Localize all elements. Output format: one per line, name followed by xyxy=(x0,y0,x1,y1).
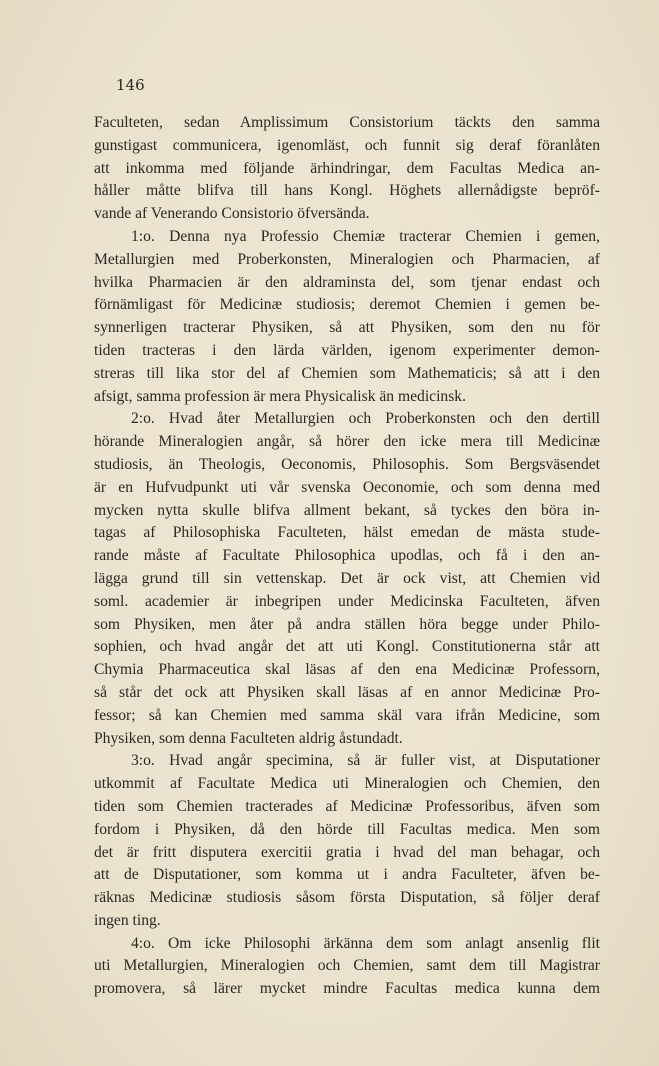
text-line: förnämligast för Medicinæ studiosis; deremot Chemien i gemen be- xyxy=(94,296,600,314)
text-line: lägga grund till sin vettenskap. Det är ock vist, att Chemien vid xyxy=(94,569,600,587)
text-line: att inkomma med följande ärhindringar, dem Facultas Medica an- xyxy=(94,159,600,177)
text-line: Faculteten, sedan Amplissimum Consistorium täckts den samma xyxy=(94,114,600,131)
text-line: utkommit af Facultate Medica uti Mineralogien och Chemien, den xyxy=(94,775,600,793)
paragraph-point-1 xyxy=(94,226,600,408)
text-line: 1:o. Denna nya Professio Chemiæ tracterar Chemien i gemen, xyxy=(131,227,600,245)
text-line: uti Metallurgien, Mineralogien och Chemien, samt dem till Magistrar xyxy=(94,957,600,975)
paragraph-intro xyxy=(94,112,600,226)
paragraph-point-3 xyxy=(94,750,600,932)
text-line: det är fritt disputera exercitii gratia i hvad del man behagar, och xyxy=(94,843,600,861)
paragraph-point-4 xyxy=(94,933,600,1001)
text-line: som Physiken, men åter på andra ställen höra begge under Philo- xyxy=(94,615,600,633)
text-line: tiden tracteras i den lärda världen, igenom experimenter demon- xyxy=(94,341,600,359)
text-line: fordom i Physiken, då den hörde till Facultas medica. Men som xyxy=(94,820,600,838)
text-line: 3:o. Hvad angår specimina, så är fuller vist, at Disputationer xyxy=(131,752,600,770)
text-line: Physiken, som denna Faculteten aldrig åstundadt. xyxy=(94,729,403,747)
text-line: fessor; så kan Chemien med samma skäl vara ifrån Medicine, som xyxy=(94,706,600,724)
text-line: Metallurgien med Proberkonsten, Mineralogien och Pharmacien, af xyxy=(94,250,600,268)
text-line: tagas af Philosophiska Faculteten, hälst emedan de mästa stude- xyxy=(94,524,600,542)
text-line: hörande Mineralogien angår, så hörer den icke mera till Medicinæ xyxy=(94,433,600,451)
text-line: studiosis, än Theologis, Oeconomis, Philosophis. Som Bergsväsendet xyxy=(94,455,600,473)
page-number: 146 xyxy=(116,76,145,94)
text-line: vande af Venerando Consistorio öfversända. xyxy=(94,205,370,223)
text-line: gunstigast communicera, igenomläst, och funnit sig deraf föranlåten xyxy=(94,136,600,154)
text-line: streras till lika stor del af Chemien som Mathematicis; så att i den xyxy=(94,364,600,382)
text-line: hvilka Pharmacien är den aldraminsta del, som tjenar endast och xyxy=(94,273,600,291)
text-line: Chymia Pharmaceutica skal läsas af den ena Medicinæ Professorn, xyxy=(94,661,600,679)
text-line: sophien, och hvad angår det att uti Kongl. Constitutionerna står att xyxy=(94,638,600,656)
text-line: är en Hufvudpunkt uti vår svenska Oeconomie, och som denna med xyxy=(94,478,600,496)
text-line: synnerligen tracterar Physiken, så att Physiken, som den nu för xyxy=(94,319,600,337)
text-line: att de Disputationer, som komma ut i andra Faculteter, äfven be- xyxy=(94,866,600,884)
text-line: 4:o. Om icke Philosophi ärkänna dem som anlagt ansenlig flit xyxy=(131,934,600,952)
body-text xyxy=(94,112,600,1001)
text-line: promovera, så lärer mycket mindre Facultas medica kunna dem xyxy=(94,980,600,998)
text-line: håller måtte blifva till hans Kongl. Höghets allernådigste bepröf- xyxy=(94,182,600,200)
text-line: så står det ock att Physiken skall läsas af en annor Medicinæ Pro- xyxy=(94,683,600,701)
paragraph-point-2 xyxy=(94,408,600,750)
text-line: 2:o. Hvad åter Metallurgien och Proberkonsten och den dertill xyxy=(131,410,600,428)
text-line: soml. academier är inbegripen under Medicinska Faculteten, äfven xyxy=(94,592,600,610)
text-line: rande måste af Facultate Philosophica upodlas, och få i den an- xyxy=(94,547,600,565)
text-line: räknas Medicinæ studiosis såsom första Disputation, så följer deraf xyxy=(94,889,600,907)
text-line: tiden som Chemien tracterades af Medicinæ Professoribus, äfven som xyxy=(94,797,600,815)
text-line: mycken nytta skulle blifva allment bekant, så tyckes den böra in- xyxy=(94,501,600,519)
text-line: ingen ting. xyxy=(94,911,161,929)
text-line: afsigt, samma profession är mera Physicalisk än medicinsk. xyxy=(94,387,466,405)
